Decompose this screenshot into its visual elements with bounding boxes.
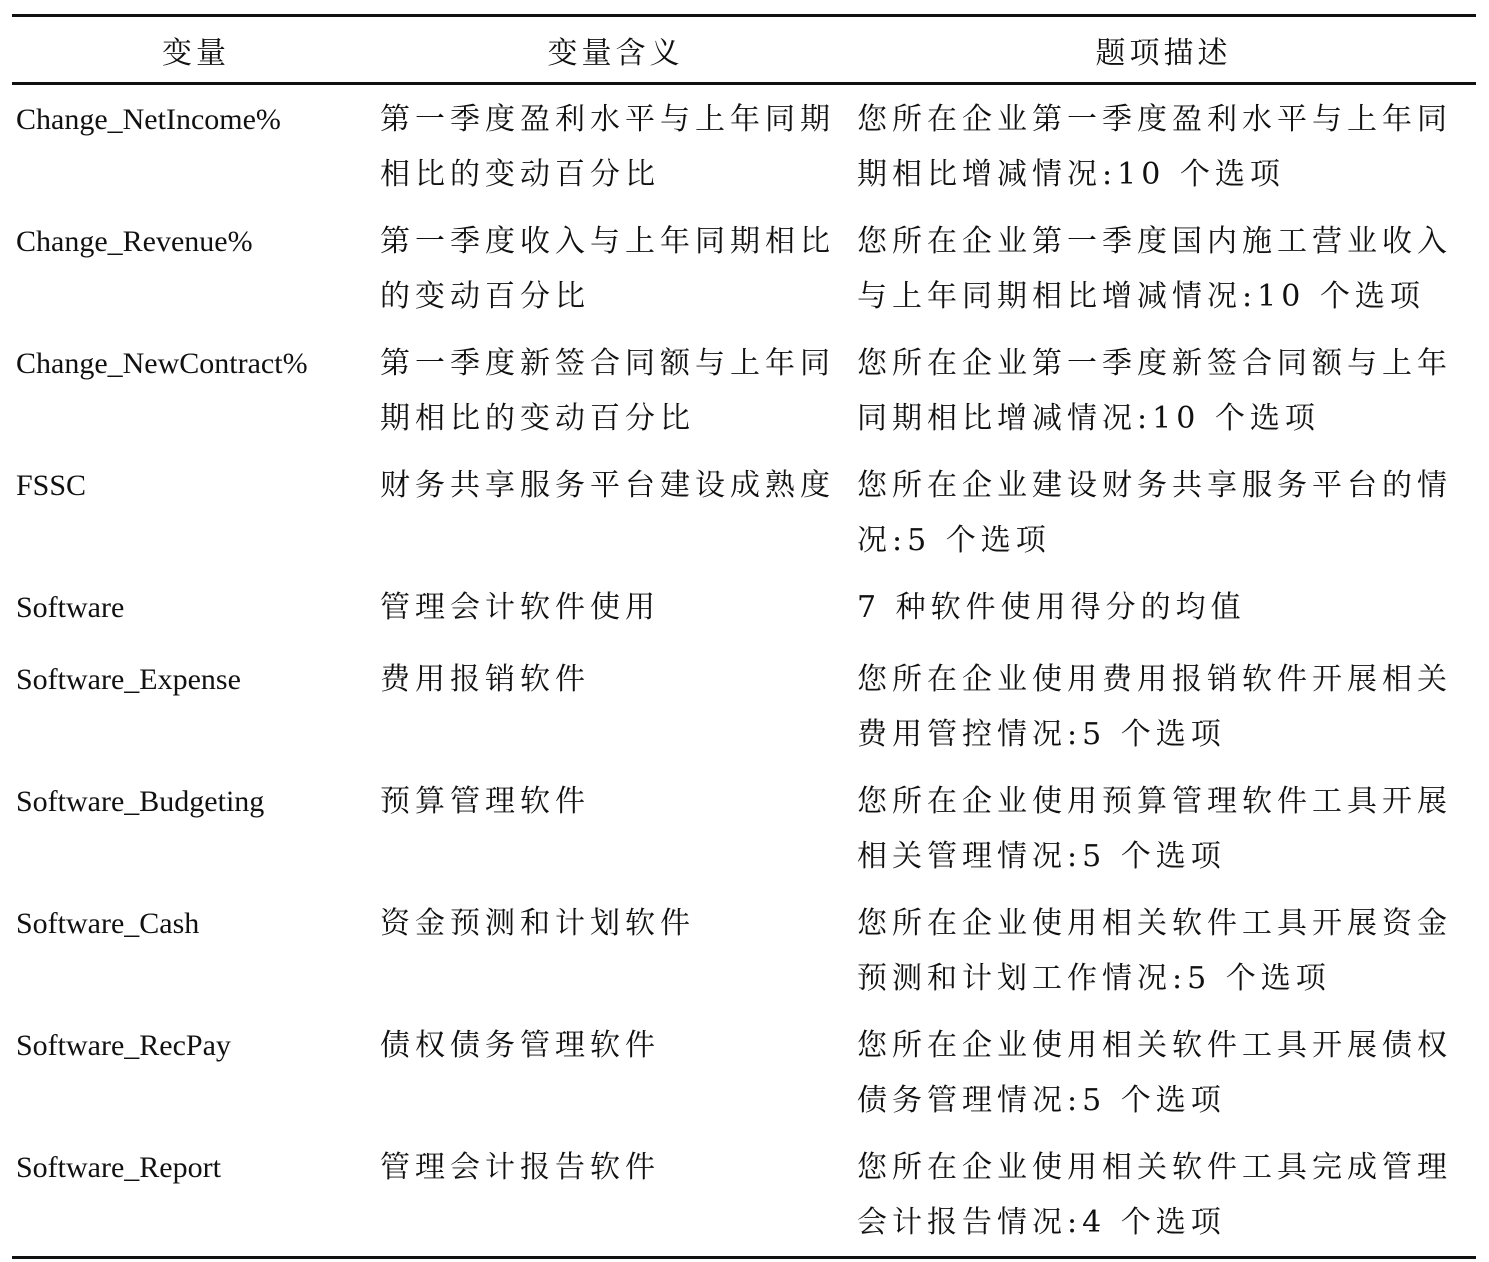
cell-meaning: 管理会计软件使用 xyxy=(380,590,660,625)
cell-description: 您所在企业建设财务共享服务平台的情况:5 个选项 xyxy=(857,468,1452,558)
table-row xyxy=(12,574,1476,646)
cell-variable: Change_NetIncome% xyxy=(16,103,281,136)
cell-meaning: 财务共享服务平台建设成熟度 xyxy=(380,468,835,503)
cell-meaning: 第一季度新签合同额与上年同期相比的变动百分比 xyxy=(380,346,835,436)
cell-description: 您所在企业第一季度新签合同额与上年同期相比增减情况:10 个选项 xyxy=(857,346,1452,436)
variable-definition-table xyxy=(12,14,1476,1259)
cell-meaning: 预算管理软件 xyxy=(380,784,590,819)
cell-description: 您所在企业使用预算管理软件工具开展相关管理情况:5 个选项 xyxy=(857,784,1452,874)
cell-variable: FSSC xyxy=(16,469,87,502)
table xyxy=(12,14,1476,1259)
cell-variable: Software_Budgeting xyxy=(16,785,265,818)
header-meaning: 变量含义 xyxy=(547,35,684,71)
table-header xyxy=(12,16,1476,84)
cell-meaning: 第一季度盈利水平与上年同期相比的变动百分比 xyxy=(380,102,835,192)
table-row xyxy=(12,452,1476,574)
header-row xyxy=(12,16,1476,84)
table-row xyxy=(12,646,1476,768)
table-row xyxy=(12,890,1476,1012)
table-row xyxy=(12,1012,1476,1134)
table-row xyxy=(12,1134,1476,1258)
table-row xyxy=(12,208,1476,330)
cell-meaning: 债权债务管理软件 xyxy=(380,1028,660,1063)
header-description: 题项描述 xyxy=(1095,35,1232,71)
cell-variable: Software_Report xyxy=(16,1151,221,1184)
header-variable: 变量 xyxy=(162,35,230,71)
cell-meaning: 费用报销软件 xyxy=(380,662,590,697)
cell-description: 7 种软件使用得分的均值 xyxy=(857,590,1246,625)
cell-variable: Software_Cash xyxy=(16,907,200,940)
cell-variable: Change_NewContract% xyxy=(16,347,308,380)
cell-meaning: 管理会计报告软件 xyxy=(380,1150,660,1185)
table-row xyxy=(12,330,1476,452)
cell-description: 您所在企业使用费用报销软件开展相关费用管控情况:5 个选项 xyxy=(857,662,1452,752)
cell-description: 您所在企业使用相关软件工具完成管理会计报告情况:4 个选项 xyxy=(857,1150,1452,1240)
cell-variable: Software_RecPay xyxy=(16,1029,231,1062)
table-body xyxy=(12,84,1476,1258)
cell-description: 您所在企业第一季度国内施工营业收入与上年同期相比增减情况:10 个选项 xyxy=(857,224,1452,314)
cell-description: 您所在企业使用相关软件工具开展债权债务管理情况:5 个选项 xyxy=(857,1028,1452,1118)
cell-description: 您所在企业第一季度盈利水平与上年同期相比增减情况:10 个选项 xyxy=(857,102,1452,192)
table-row xyxy=(12,84,1476,209)
table-row xyxy=(12,768,1476,890)
cell-variable: Change_Revenue% xyxy=(16,225,253,258)
cell-variable: Software_Expense xyxy=(16,663,241,696)
cell-meaning: 资金预测和计划软件 xyxy=(380,906,695,941)
cell-description: 您所在企业使用相关软件工具开展资金预测和计划工作情况:5 个选项 xyxy=(857,906,1452,996)
cell-variable: Software xyxy=(16,591,125,624)
cell-meaning: 第一季度收入与上年同期相比的变动百分比 xyxy=(380,224,835,314)
